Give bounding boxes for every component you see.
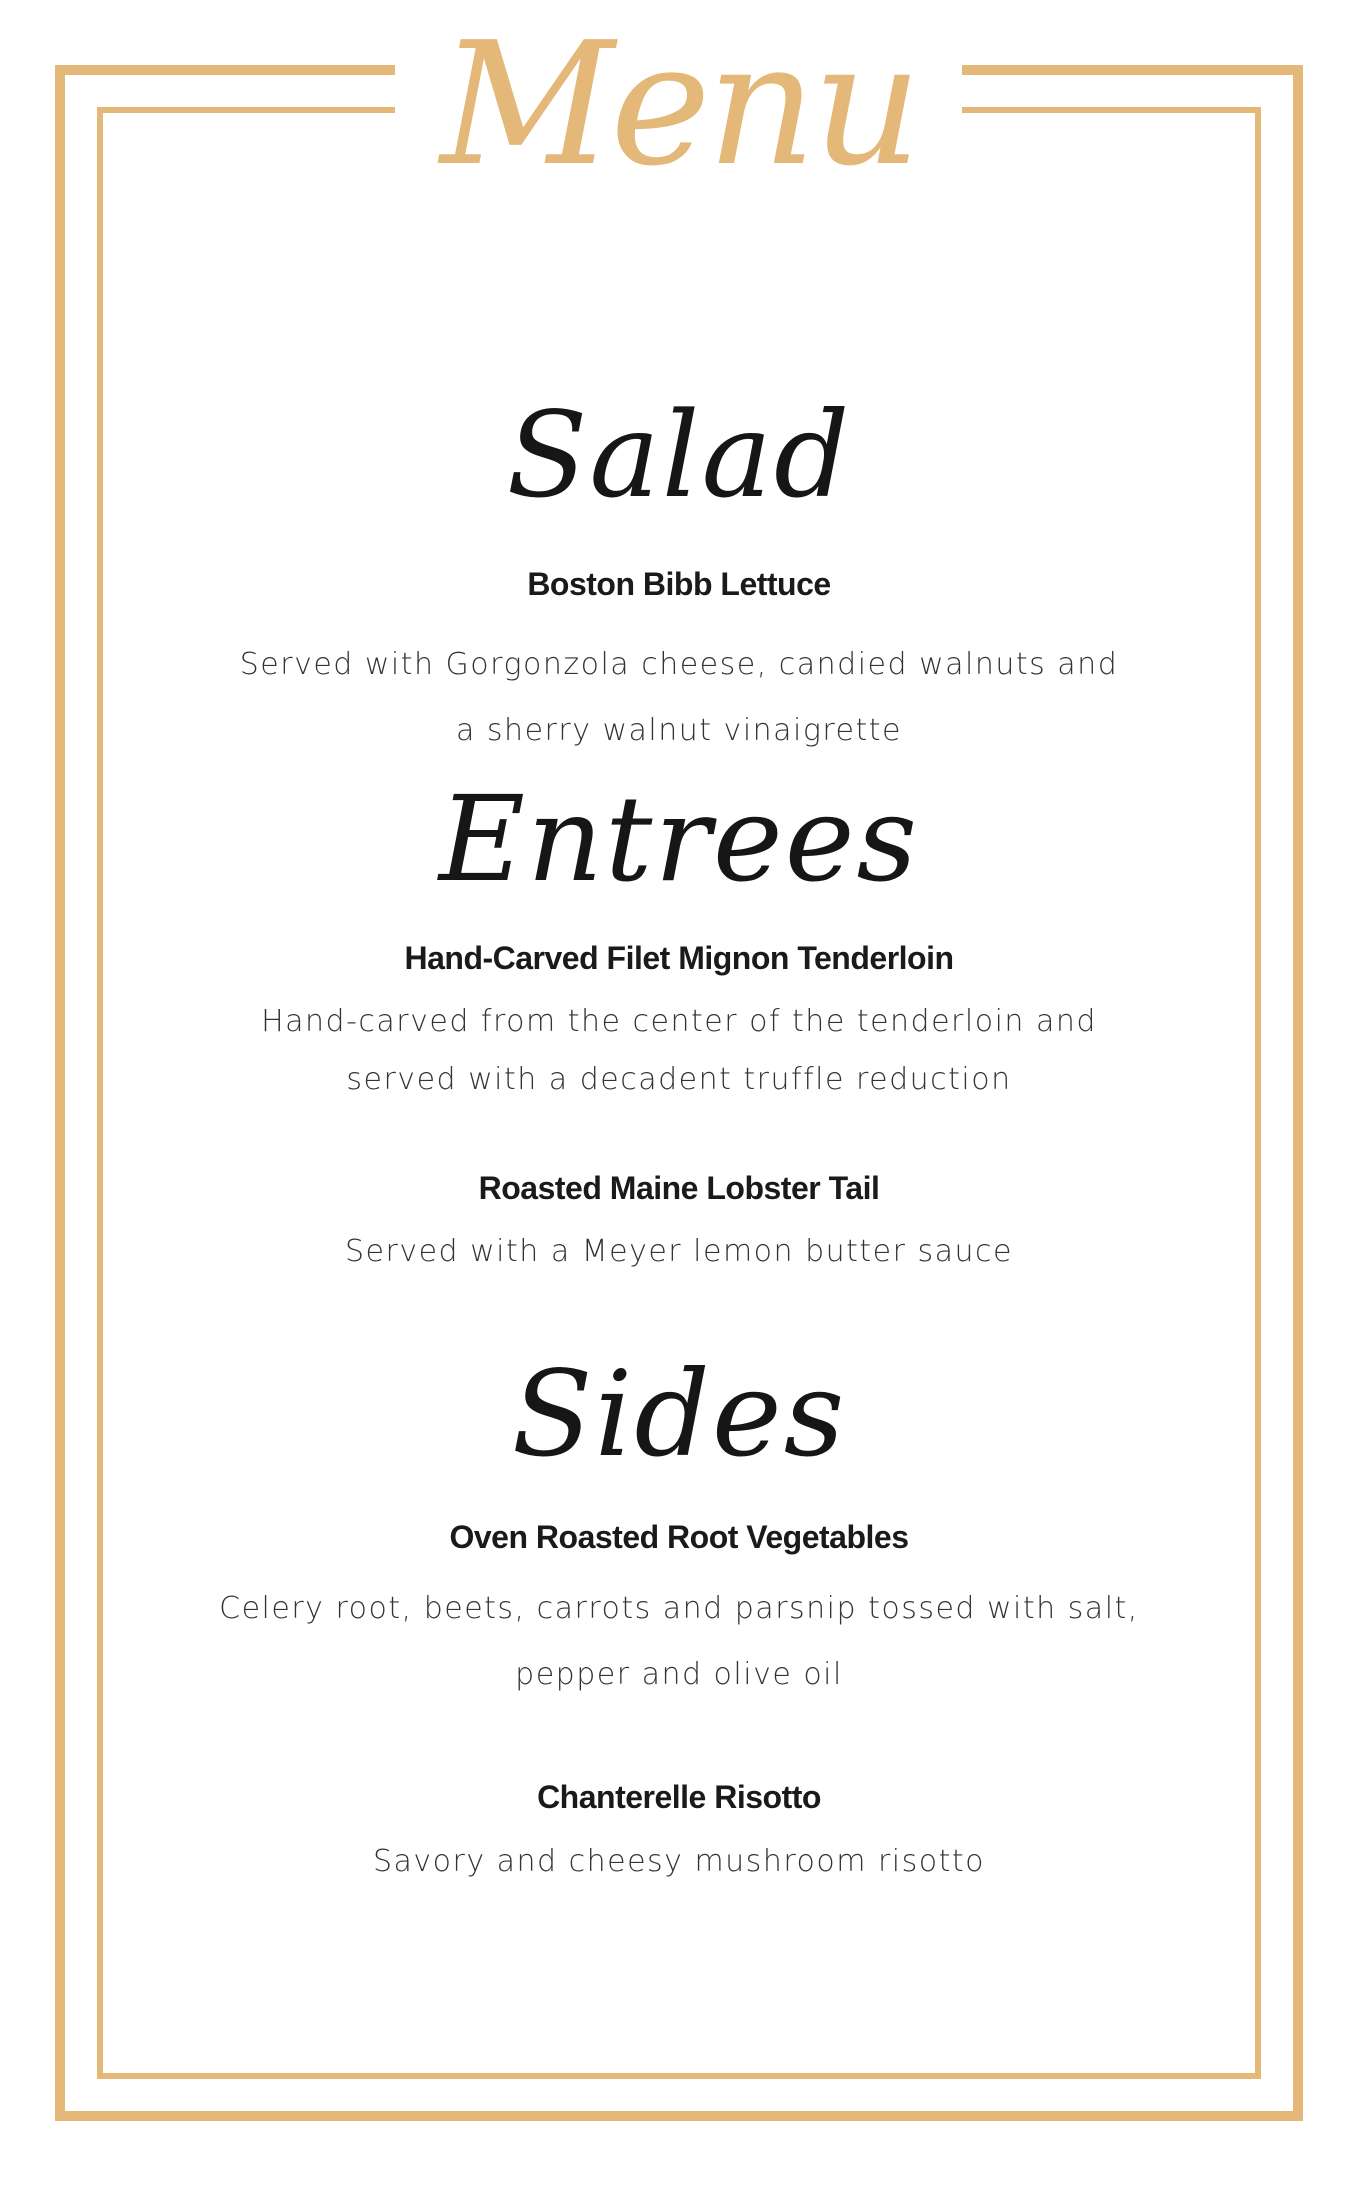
- inner-frame-bottom: [97, 2073, 1261, 2079]
- item-desc-line: Savory and cheesy mushroom risotto: [372, 1844, 986, 1879]
- section-heading-sides: Sides: [511, 1345, 847, 1483]
- item-desc-line: Served with Gorgonzola cheese, candied walnuts and: [239, 647, 1119, 682]
- item-name-chanterelle-risotto: Chanterelle Risotto: [537, 1779, 821, 1815]
- item-desc-filet-mignon: [160, 993, 1198, 1109]
- item-name-filet-mignon: Hand-Carved Filet Mignon Tenderloin: [404, 940, 954, 976]
- item-name-lobster-tail: Roasted Maine Lobster Tail: [478, 1170, 880, 1206]
- item-name-boston-bibb-lettuce: Boston Bibb Lettuce: [527, 566, 831, 602]
- item-desc-root-vegetables: [160, 1576, 1198, 1708]
- item-desc-chanterelle-risotto: [160, 1829, 1198, 1895]
- item-name-root-vegetables: Oven Roasted Root Vegetables: [449, 1519, 909, 1555]
- item-desc-line: Celery root, beets, carrots and parsnip tossed with salt,: [219, 1591, 1139, 1626]
- menu-title: Menu: [440, 6, 918, 204]
- item-desc-boston-bibb-lettuce: [160, 632, 1198, 764]
- item-desc-lobster-tail: [160, 1223, 1198, 1281]
- item-desc-line: served with a decadent truffle reduction: [346, 1062, 1012, 1097]
- item-desc-line: Served with a Meyer lemon butter sauce: [345, 1234, 1013, 1269]
- outer-frame-right: [1293, 65, 1303, 2121]
- item-desc-line: Hand-carved from the center of the tenderloin and: [261, 1004, 1097, 1039]
- section-heading-entrees: Entrees: [438, 770, 920, 908]
- inner-frame-right: [1255, 107, 1261, 2079]
- item-desc-line: a sherry walnut vinaigrette: [456, 713, 902, 748]
- inner-frame-left: [97, 107, 103, 2079]
- section-heading-salad: Salad: [506, 386, 852, 524]
- item-desc-line: pepper and olive oil: [515, 1657, 843, 1692]
- outer-frame-left: [55, 65, 65, 2121]
- outer-frame-bottom: [55, 2111, 1303, 2121]
